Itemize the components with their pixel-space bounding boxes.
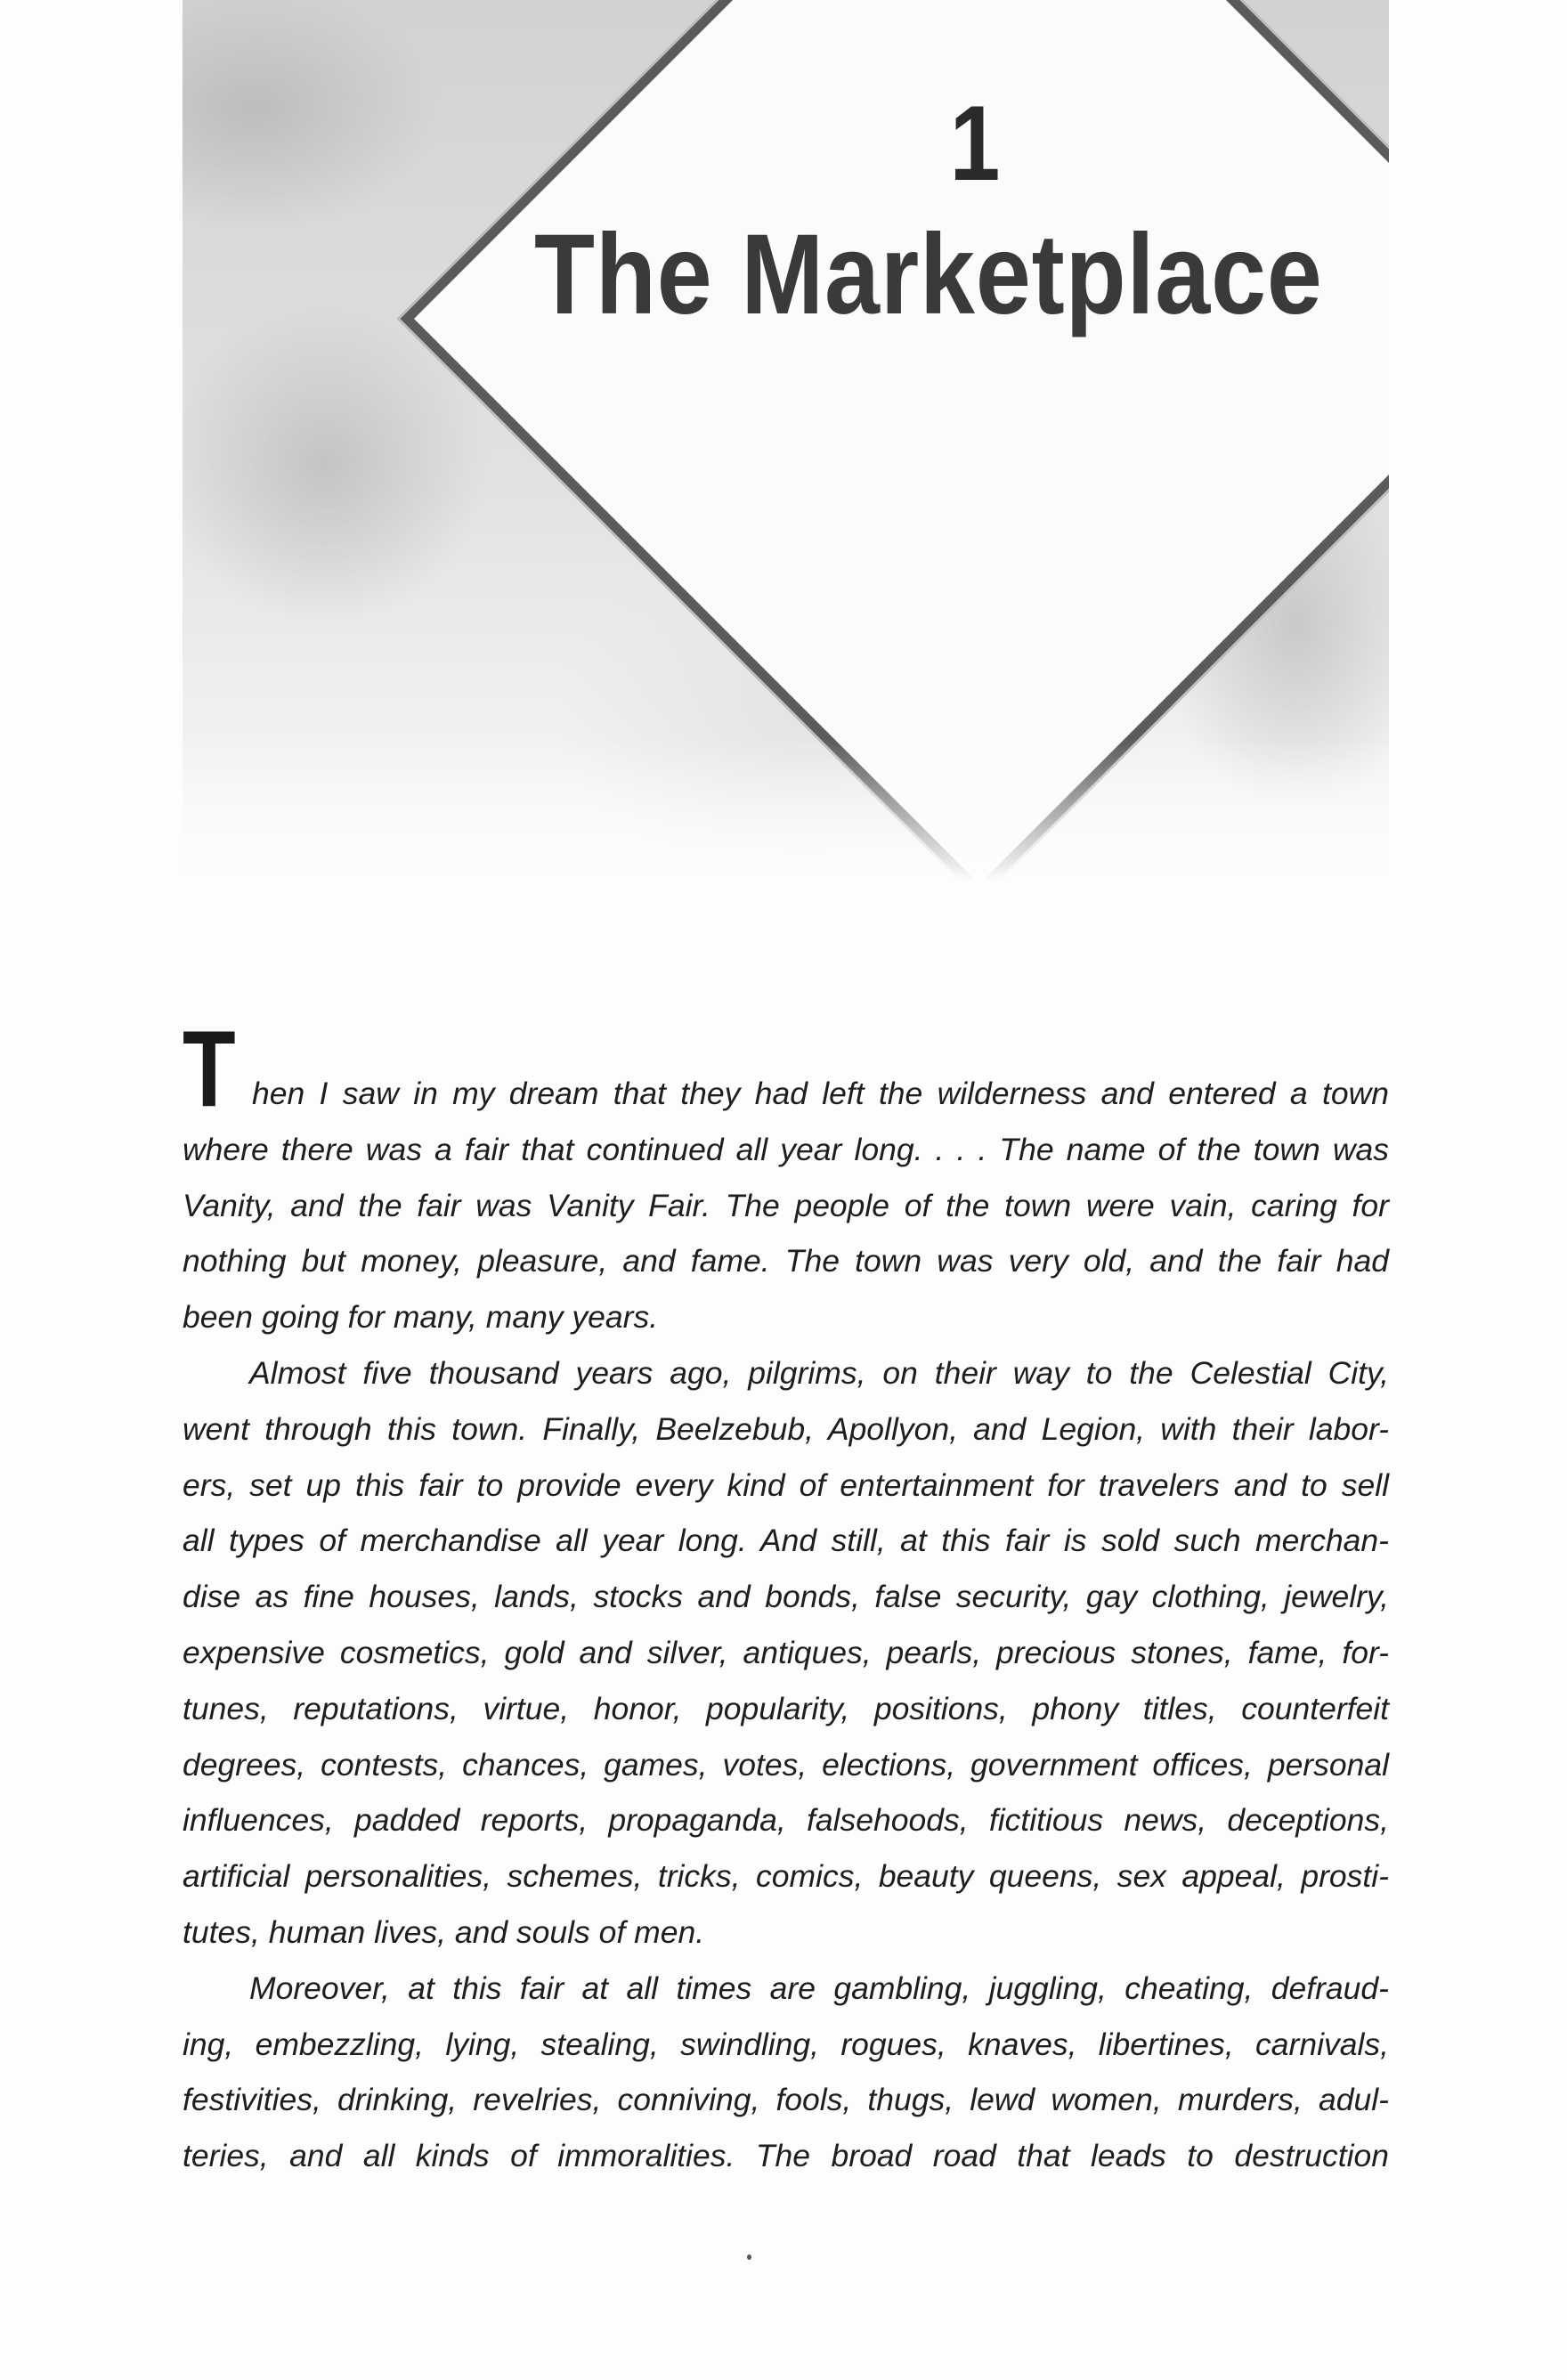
text-line: artificial personalities, schemes, tricks, comics, beauty queens, sex appeal, prosti- <box>183 1858 1389 1895</box>
text-line: tutes, human lives, and souls of men. <box>183 1913 705 1950</box>
text-line: tunes, reputations, virtue, honor, popularity, positions, phony titles, counterfeit <box>183 1690 1389 1726</box>
text-line: festivities, drinking, revelries, conniving, fools, thugs, lewd women, murders, adul- <box>183 2082 1389 2118</box>
text-line: been going for many, many years. <box>183 1299 659 1336</box>
text-line: Moreover, at this fair at all times are gambling, juggling, cheating, defraud- <box>249 1970 1389 2006</box>
paragraph <box>183 1345 1389 1961</box>
text-line: influences, padded reports, propaganda, falsehoods, fictitious news, deceptions, <box>183 1802 1389 1839</box>
text-line: ing, embezzling, lying, stealing, swindling, rogues, knaves, libertines, carnivals, <box>183 2026 1389 2062</box>
text-line: Almost five thousand years ago, pilgrims, on their way to the Celestial City, <box>249 1354 1389 1391</box>
text-line: dise as fine houses, lands, stocks and bonds, false security, gay clothing, jewelry, <box>183 1579 1389 1615</box>
chapter-body <box>183 1066 1389 2184</box>
text-line: hen I saw in my dream that they had left the wilderness and entered a town <box>252 1076 1389 1111</box>
text-line: expensive cosmetics, gold and silver, antiques, pearls, precious stones, fame, for- <box>183 1634 1389 1670</box>
text-line: Vanity, and the fair was Vanity Fair. The people of the town were vain, caring for <box>183 1187 1389 1223</box>
text-line: ers, set up this fair to provide every kind of entertainment for travelers and to sell <box>183 1466 1389 1503</box>
page-mark <box>747 2254 751 2260</box>
text-line: where there was a fair that continued all year long. . . . The name of the town was <box>183 1131 1389 1167</box>
text-line: all types of merchandise all year long. And still, at this fair is sold such merchan- <box>183 1523 1389 1559</box>
paragraph <box>183 1066 1389 1345</box>
chapter-title: The Marketplace <box>534 211 1323 338</box>
paragraph <box>183 1961 1389 2184</box>
text-line: degrees, contests, chances, games, votes, elections, government offices, personal <box>183 1746 1389 1783</box>
text-line: went through this town. Finally, Beelzebub, Apollyon, and Legion, with their labor- <box>183 1410 1389 1447</box>
text-line: nothing but money, pleasure, and fame. The town was very old, and the fair had <box>183 1243 1389 1279</box>
chapter-number: 1 <box>949 84 1001 203</box>
drop-cap: T <box>183 1008 236 1129</box>
text-line: teries, and all kinds of immoralities. The broad road that leads to destruction <box>183 2138 1389 2174</box>
chapter-header-illustration <box>183 0 1389 881</box>
